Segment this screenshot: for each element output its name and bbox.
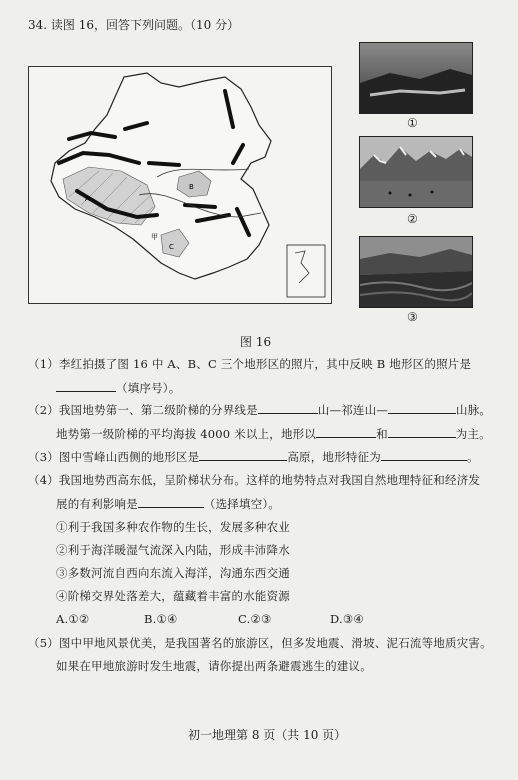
q4-choice-c[interactable]: C.②③	[238, 612, 272, 626]
photo-2-label: ②	[407, 212, 418, 226]
q4-option-1: ①利于我国多种农作物的生长，发展多种农业	[56, 520, 290, 534]
q1-line1: （1）李红拍摄了图 16 中 A、B、C 三个地形区的照片，其中反映 B 地形区的照片是	[28, 357, 472, 371]
q2-text-a: （2）我国地势第一、第二级阶梯的分界线是	[28, 403, 258, 417]
photo-2	[359, 136, 473, 208]
question-title: 34. 读图 16，回答下列问题。（10 分）	[28, 18, 240, 32]
photo-1-label: ①	[407, 116, 418, 130]
q5-line1: （5）图中甲地风景优美，是我国著名的旅游区，但多发地震、滑坡、泥石流等地质灾害。	[28, 636, 492, 650]
q2-blank-2[interactable]	[388, 402, 456, 414]
q2-blank-3[interactable]	[316, 426, 376, 438]
q4-text-suffix: （选择填空）。	[203, 497, 281, 511]
q3-blank-1[interactable]	[199, 449, 287, 461]
q2-text-d: 地势第一级阶梯的平均海拔 4000 米以上，地形以	[56, 427, 317, 441]
q4-text-prefix: 展的有利影响是	[56, 497, 138, 511]
q4-choice-d[interactable]: D.③④	[330, 612, 364, 626]
q4-line2	[56, 496, 280, 512]
q2-blank-1[interactable]	[258, 402, 318, 414]
q4-blank[interactable]	[138, 496, 204, 508]
page-footer: 初一地理第 8 页（共 10 页）	[188, 728, 347, 742]
q2-line2	[56, 426, 491, 442]
q3-text-b: 高原，地形特征为	[287, 450, 381, 464]
q4-line1: （4）我国地势西高东低，呈阶梯状分布。这样的地势特点对我国自然地理特征和经济发	[28, 473, 481, 487]
q4-option-4: ④阶梯交界处落差大，蕴藏着丰富的水能资源	[56, 589, 290, 603]
q4-choice-b[interactable]: B.①④	[144, 612, 178, 626]
q2-text-f: 为主。	[455, 427, 491, 441]
photo-3	[359, 236, 473, 308]
q3-text-c: 。	[466, 450, 479, 464]
map-label-jia: 甲	[151, 233, 158, 241]
q3-text-a: （3）图中雪峰山西侧的地形区是	[28, 450, 200, 464]
photo-2-image	[360, 137, 472, 207]
china-terrain-map	[28, 66, 332, 304]
q2-line1	[28, 402, 491, 418]
q1-line2	[56, 380, 180, 396]
q2-text-b: 山—祁连山—	[317, 403, 389, 417]
q2-text-c: 山脉。	[456, 403, 492, 417]
south-sea-inset	[287, 245, 325, 297]
q5-line2: 如果在甲地旅游时发生地震，请你提出两条避震逃生的建议。	[56, 659, 372, 673]
q3-line	[28, 449, 479, 465]
q3-blank-2[interactable]	[381, 449, 467, 461]
photo-3-image	[360, 237, 472, 307]
china-outline-figure	[29, 67, 331, 303]
q2-blank-4[interactable]	[388, 426, 456, 438]
photo-1	[359, 42, 473, 114]
map-label-a: A	[85, 195, 90, 203]
figure-caption: 图 16	[240, 335, 272, 349]
q2-text-e: 和	[376, 427, 388, 441]
map-label-b: B	[189, 183, 194, 191]
q4-option-3: ③多数河流自西向东流入海洋，沟通东西交通	[56, 566, 290, 580]
q1-answer-blank[interactable]	[56, 380, 116, 392]
photo-3-label: ③	[407, 310, 418, 324]
q1-suffix: （填序号）。	[116, 381, 181, 395]
map-label-c: C	[169, 243, 174, 251]
q4-option-2: ②利于海洋暖湿气流深入内陆，形成丰沛降水	[56, 543, 290, 557]
q4-choice-a[interactable]: A.①②	[56, 612, 90, 626]
photo-1-image	[360, 43, 472, 113]
